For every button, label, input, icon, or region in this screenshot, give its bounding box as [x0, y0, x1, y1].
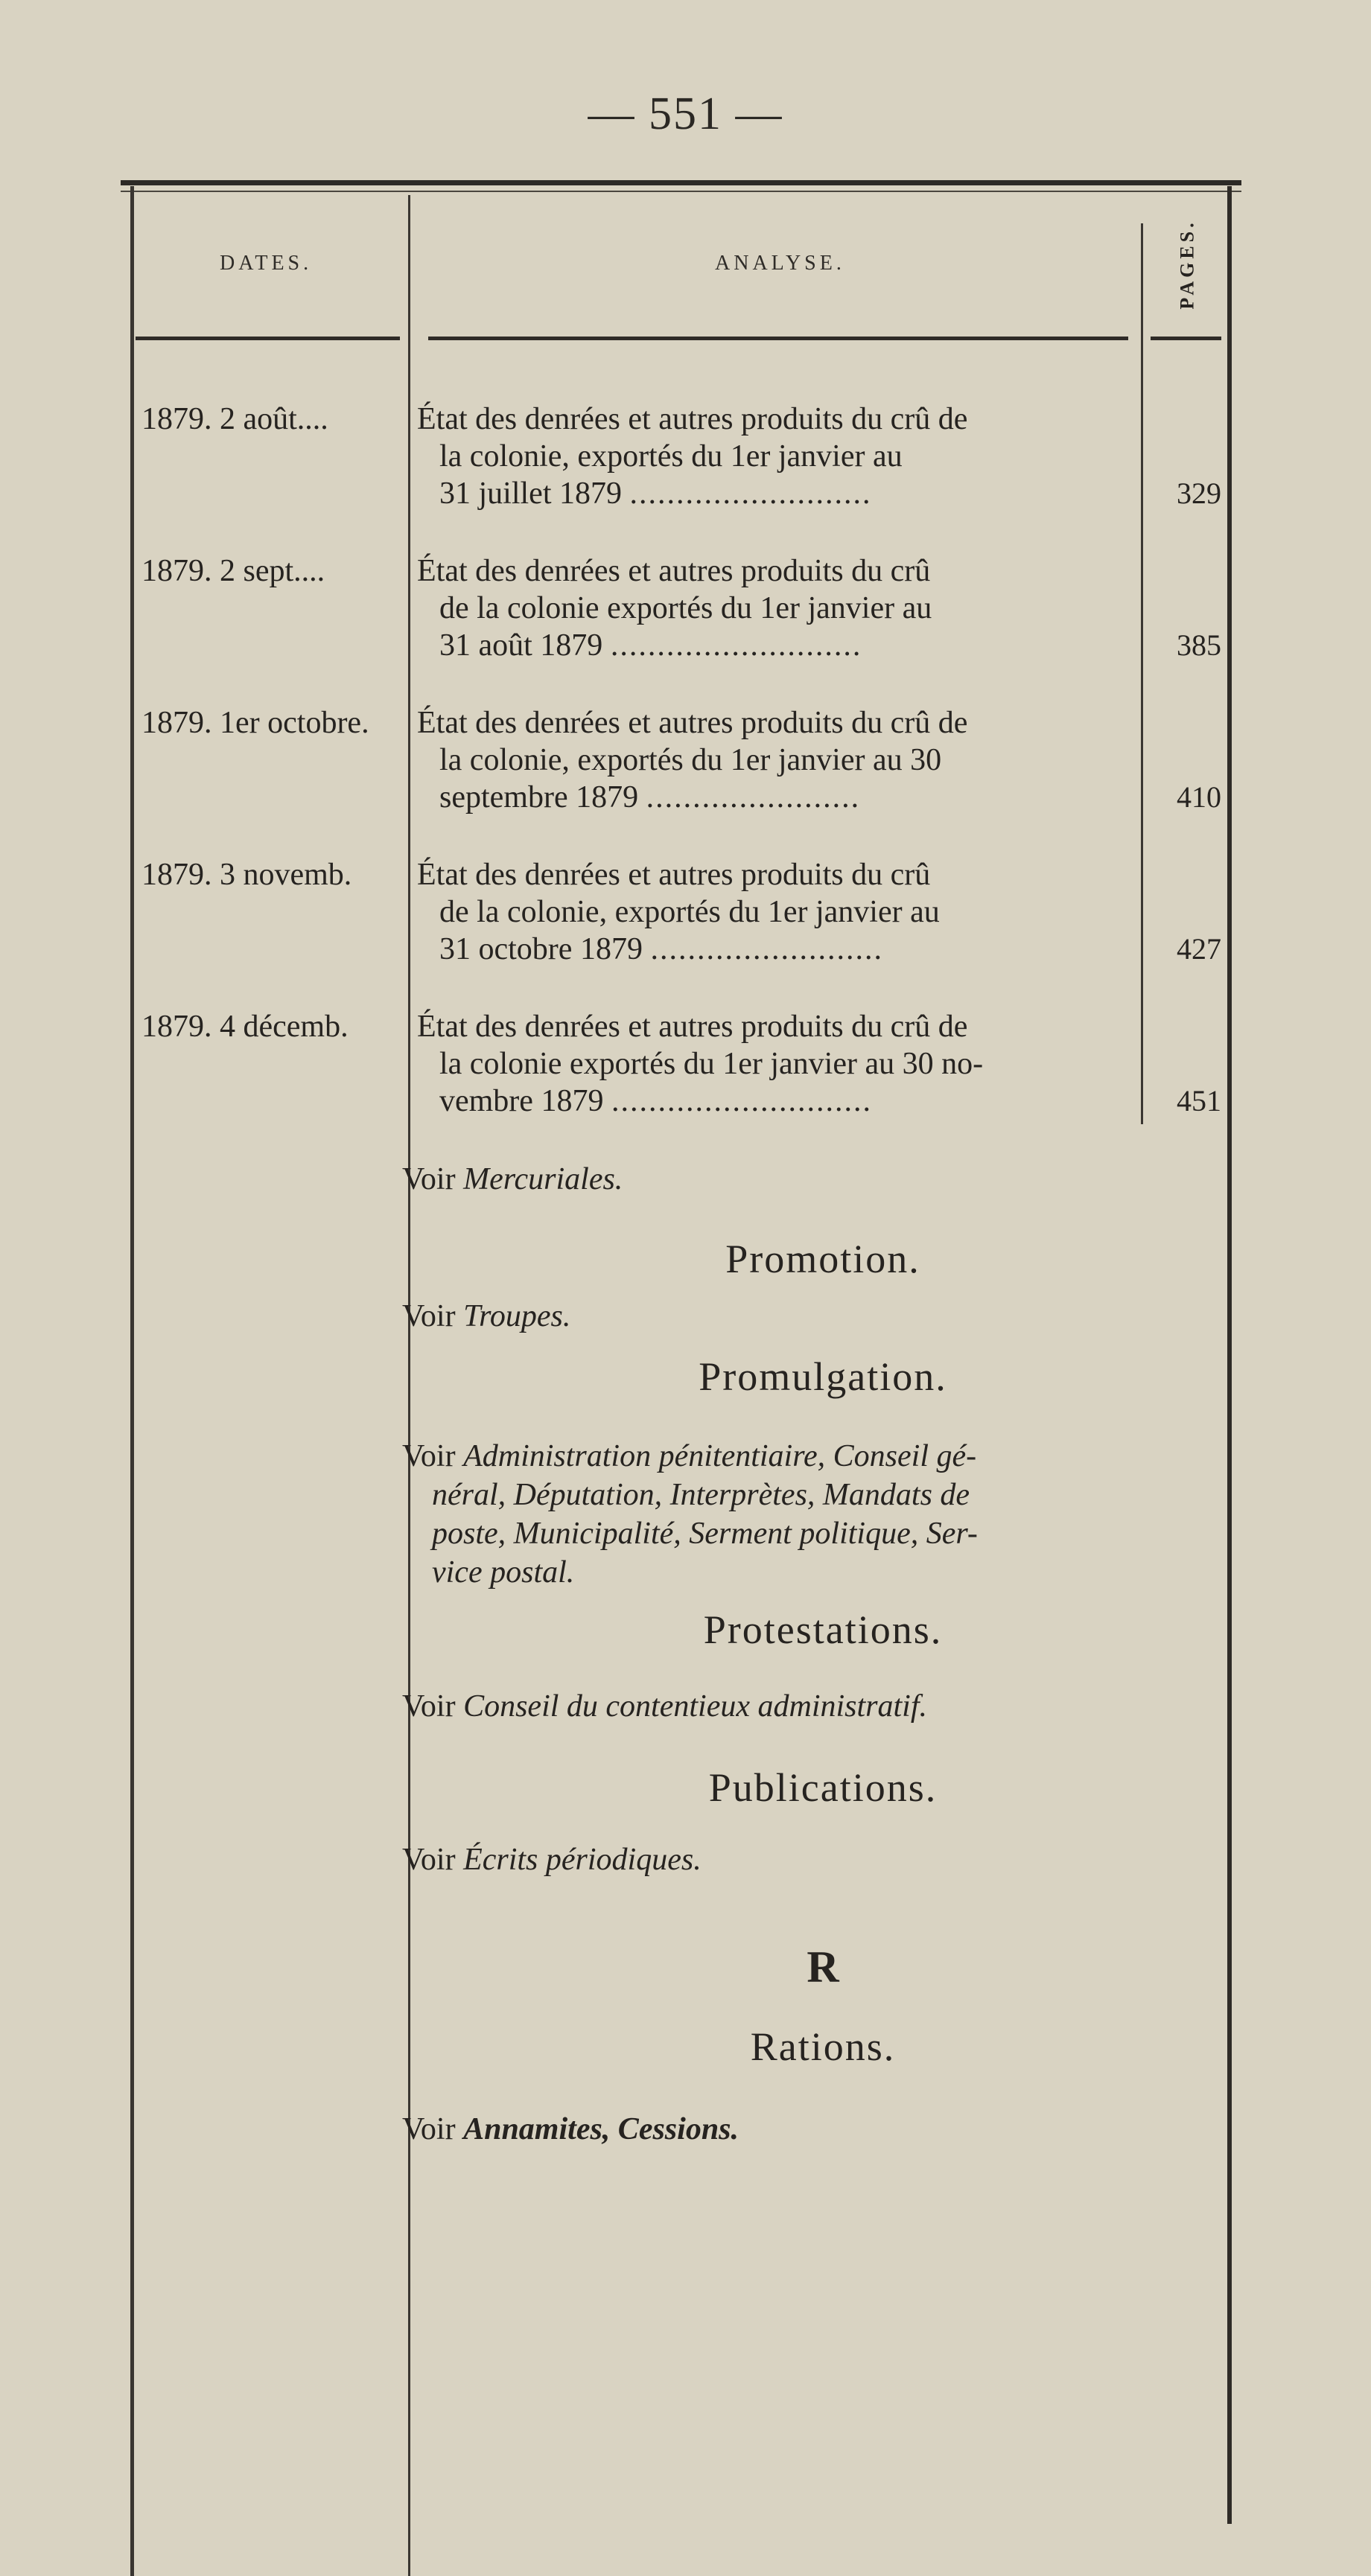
entry-page: 451 — [1177, 1084, 1221, 1118]
see-also-reference: Voir Annamites, Cessions. — [402, 2112, 739, 2146]
entry-date: 1879. 3 novemb. — [141, 858, 352, 892]
section-heading: Rations. — [750, 2024, 896, 2069]
header-rule-pages — [1151, 337, 1221, 340]
section-heading: Protestations. — [703, 1607, 943, 1652]
see-also-reference: Voir Administration pénitentiaire, Conseil gé- néral, Députation, Interprètes, Mandats de poste, Municipalité, Serment politique, Ser- vice postal. — [402, 1439, 978, 1590]
header-rule-analyse — [428, 337, 1128, 340]
header-dates: DATES. — [220, 252, 313, 275]
entry-page: 410 — [1177, 780, 1221, 814]
entry-date: 1879. 2 août.... — [141, 402, 328, 436]
entry-text: État des denrées et autres produits du crû de la colonie, exportés du 1er janvier au 31 octobre 1879 ......................... — [417, 858, 940, 966]
entry-text: État des denrées et autres produits du crû de la colonie exportés du 1er janvier au 31 août 1879 ........................... — [417, 554, 932, 663]
pages-column-divider — [1141, 223, 1143, 1124]
entry-text: État des denrées et autres produits du crû de la colonie, exportés du 1er janvier au 30 septembre 1879 ....................... — [417, 706, 968, 814]
entry-page: 427 — [1177, 932, 1221, 966]
page-number: — 551 — — [588, 89, 783, 139]
entry-date: 1879. 1er octobre. — [141, 706, 369, 740]
table-top-rule-thin — [121, 191, 1241, 192]
entry-date: 1879. 4 décemb. — [141, 1010, 349, 1044]
see-also-reference: Voir Troupes. — [402, 1299, 571, 1333]
entry-date: 1879. 2 sept.... — [141, 554, 325, 588]
header-rule-dates — [136, 337, 400, 340]
header-pages: PAGES. — [1177, 219, 1199, 310]
entry-page: 385 — [1177, 628, 1221, 662]
table-top-rule — [121, 180, 1241, 185]
section-heading: Promulgation. — [699, 1354, 947, 1399]
table-left-border — [130, 186, 134, 2576]
dates-column-divider — [408, 195, 410, 1267]
entry-text: État des denrées et autres produits du crû de la colonie, exportés du 1er janvier au 31 juillet 1879 .......................... — [417, 402, 968, 511]
see-also-reference: Voir Écrits périodiques. — [402, 1843, 702, 1877]
entry-text: État des denrées et autres produits du crû de la colonie exportés du 1er janvier au 30 no- vembre 1879 ............................ — [417, 1010, 984, 1118]
header-analyse: ANALYSE. — [715, 252, 845, 275]
section-heading: Publications. — [708, 1765, 938, 1810]
see-also-reference: Voir Mercuriales. — [402, 1162, 623, 1196]
section-heading: Promotion. — [725, 1237, 920, 1281]
alphabet-letter-heading: R — [807, 1942, 839, 1992]
see-also-reference: Voir Conseil du contentieux administratif. — [402, 1689, 928, 1724]
entry-page: 329 — [1177, 476, 1221, 510]
